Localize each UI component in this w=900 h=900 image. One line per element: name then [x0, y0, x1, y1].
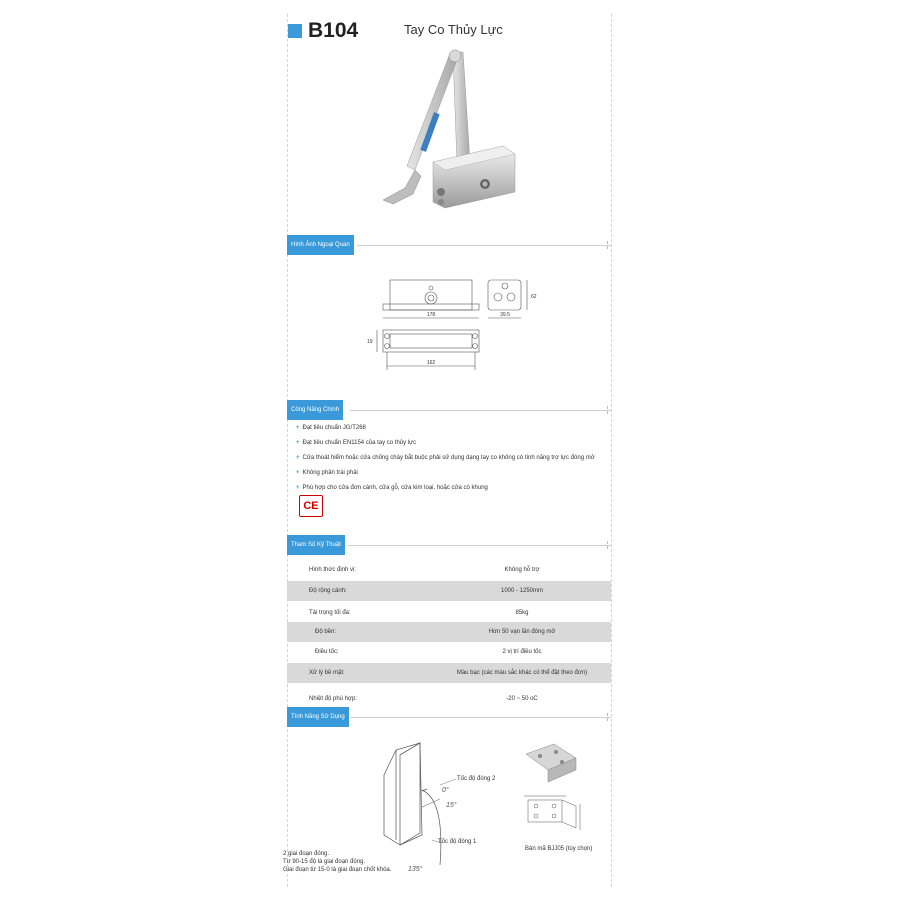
bracket-plate-image: [520, 740, 590, 840]
spec-value: 85kg: [515, 610, 529, 616]
spec-label: Tải trọng tối đa:: [309, 610, 351, 616]
spec-label: Xử lý bề mặt:: [309, 670, 345, 676]
angle-15-label: 15°: [446, 802, 457, 809]
closing-arc: [422, 790, 441, 865]
ce-mark-logo: CE: [299, 495, 323, 517]
spec-value: Hơn 50 vạn lần đóng mở: [488, 629, 556, 635]
spec-value: 2 vị trí điều tốc: [502, 649, 542, 655]
spec-row: [287, 560, 611, 580]
feature-item: + Cửa thoát hiểm hoặc cửa chống cháy bắt buộc phải sử dụng dạng tay co không có tính năng trợ lực đóng mở: [296, 455, 595, 461]
section-tick: [607, 241, 608, 249]
dim-depth-label: 39.5: [500, 312, 510, 318]
feature-item: + Đạt tiêu chuẩn JG/T268: [296, 425, 366, 431]
header-accent-square: [288, 24, 302, 38]
dim-length-label: 178: [426, 312, 436, 318]
right-guide-line: [611, 14, 612, 887]
spec-value: Không hỗ trợ: [504, 567, 540, 573]
section-usage-badge: Tính Năng Sử Dụng: [287, 707, 349, 727]
spec-value: -20 ~ 50 oC: [506, 696, 538, 702]
feature-item: + Phù hợp cho cửa đơn cánh, cửa gỗ, cửa kim loại, hoặc cửa có khung: [296, 485, 488, 491]
section-divider: [350, 717, 611, 718]
section-appearance-badge: Hình Ảnh Ngoại Quan: [287, 235, 354, 255]
section-specs-badge: Tham Số Kỹ Thuật: [287, 535, 345, 555]
spec-label: Điều tốc:: [315, 649, 339, 655]
spec-row: [287, 663, 611, 683]
feature-item: + Không phân trái phải: [296, 470, 358, 476]
dimension-drawing: [365, 270, 545, 380]
spec-row: [287, 622, 611, 642]
dim-height-label: 62: [531, 294, 537, 300]
section-divider: [357, 245, 611, 246]
left-guide-line: [287, 14, 288, 887]
spec-row: [287, 603, 611, 623]
spec-label: Hình thức định vị:: [309, 567, 357, 573]
usage-note-line: Từ 90-15 độ là giai đoạn đóng.: [283, 859, 366, 865]
dim-width-label: 19: [367, 339, 373, 345]
product-title: Tay Co Thủy Lực: [404, 22, 503, 37]
spec-row: [287, 642, 611, 662]
dim-mount-label: 162: [426, 360, 436, 366]
speed-2-label: Tốc độ đóng 2: [457, 776, 496, 782]
speed-1-label: Tốc độ đóng 1: [438, 839, 477, 845]
section-tick: [607, 406, 608, 414]
section-tick: [607, 713, 608, 721]
usage-note-line: Giai đoạn từ 15-0 là giai đoạn chốt khóa.: [283, 867, 392, 873]
spec-label: Nhiệt độ phù hợp:: [309, 696, 357, 702]
bracket-caption: Bản mã BJJ05 (tùy chọn): [525, 846, 593, 852]
door-closer-image: [375, 42, 525, 212]
section-functions-badge: Công Năng Chính: [287, 400, 343, 420]
feature-item: + Đạt tiêu chuẩn EN1154 của tay co thủy lực: [296, 440, 417, 446]
angle-135-label: 135°: [408, 866, 423, 873]
spec-label: Độ rộng cánh:: [309, 588, 347, 594]
angle-0-label: 0°: [442, 787, 449, 794]
usage-notes: [283, 850, 391, 874]
spec-value: 1000 - 1250mm: [500, 588, 544, 594]
section-divider: [350, 410, 611, 411]
spec-row: [287, 581, 611, 601]
spec-label: Độ bền:: [315, 629, 337, 635]
spec-row: [287, 689, 611, 709]
spec-value: Màu bạc (các màu sắc khác có thể đặt theo đơn): [456, 670, 588, 676]
model-code: B104: [308, 19, 359, 42]
usage-note-line: 2 giai đoạn đóng.: [283, 851, 330, 857]
section-tick: [607, 541, 608, 549]
section-divider: [348, 545, 611, 546]
